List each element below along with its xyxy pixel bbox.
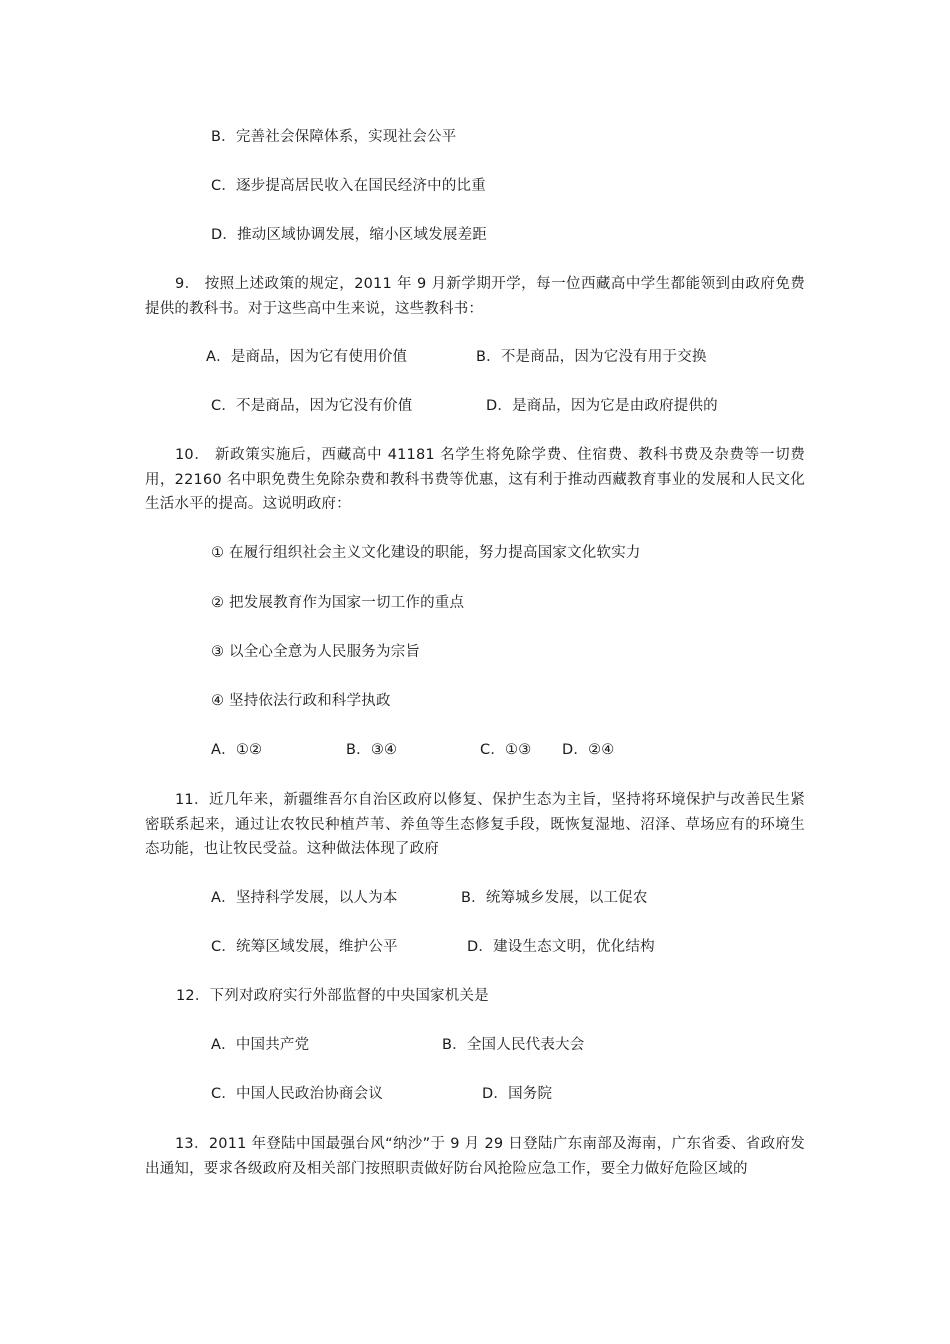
q10-item-1: ① 在履行组织社会主义文化建设的职能，努力提高国家文化软实力	[211, 545, 641, 561]
q10-stem-text: 10． 新政策实施后，西藏高中 41181 名学生将免除学费、住宿费、教科书费及杂费等一切费用，22160 名中职免费生免除杂费和教科书费等优惠，这有利于推动西藏教育事业的发展和人民文化生活水平的提高。这说明政府：	[145, 447, 805, 512]
q12-option-a: A．中国共产党	[211, 1037, 310, 1053]
q10-option-a: A．①②	[211, 742, 263, 758]
q12-stem: 12．下列对政府实行外部监督的中央国家机关是	[176, 988, 489, 1004]
q9-option-b: B．不是商品，因为它没有用于交换	[476, 349, 707, 365]
q8-option-b: B．完善社会保障体系，实现社会公平	[211, 129, 457, 145]
q10-item-4: ④ 坚持依法行政和科学执政	[211, 693, 391, 709]
q11-option-a: A．坚持科学发展，以人为本	[211, 890, 398, 906]
q10-option-d: D．②④	[562, 742, 615, 758]
q9-option-a: A．是商品，因为它有使用价值	[206, 349, 408, 365]
q11-option-c: C．统筹区域发展，维护公平	[211, 939, 398, 955]
q9-option-c: C．不是商品，因为它没有价值	[211, 398, 413, 414]
q10-stem	[145, 443, 805, 517]
q11-stem	[145, 788, 805, 862]
q9-stem	[145, 272, 805, 321]
q8-option-d: D．推动区域协调发展，缩小区域发展差距	[211, 227, 487, 243]
q12-option-c: C．中国人民政治协商会议	[211, 1086, 384, 1102]
q13-stem-text: 13．2011 年登陆中国最强台风“纳沙”于 9 月 29 日登陆广东南部及海南，广东省委、省政府发出通知，要求各级政府及相关部门按照职责做好防台风抢险应急工作，要全力做好危险区域的	[145, 1136, 805, 1177]
q9-stem-text: 9． 按照上述政策的规定，2011 年 9 月新学期开学，每一位西藏高中学生都能领到由政府免费提供的教科书。对于这些高中生来说，这些教科书：	[145, 276, 805, 317]
q10-option-b: B．③④	[346, 742, 398, 758]
q10-option-c: C．①③	[480, 742, 532, 758]
q11-option-b: B．统筹城乡发展，以工促农	[461, 890, 648, 906]
q11-stem-text: 11．近几年来，新疆维吾尔自治区政府以修复、保护生态为主旨，坚持将环境保护与改善民生紧密联系起来，通过让农牧民种植芦苇、养鱼等生态修复手段，既恢复湿地、沼泽、草场应有的环境生态功能，也让牧民受益。这种做法体现了政府	[145, 792, 805, 857]
q9-option-d: D．是商品，因为它是由政府提供的	[486, 398, 718, 414]
q12-option-b: B．全国人民代表大会	[442, 1037, 585, 1053]
q13-stem	[145, 1132, 805, 1181]
q11-option-d: D．建设生态文明，优化结构	[467, 939, 655, 955]
q10-item-2: ② 把发展教育作为国家一切工作的重点	[211, 595, 465, 611]
q8-option-c: C．逐步提高居民收入在国民经济中的比重	[211, 178, 486, 194]
q10-item-3: ③ 以全心全意为人民服务为宗旨	[211, 644, 421, 660]
q12-option-d: D．国务院	[482, 1086, 553, 1102]
